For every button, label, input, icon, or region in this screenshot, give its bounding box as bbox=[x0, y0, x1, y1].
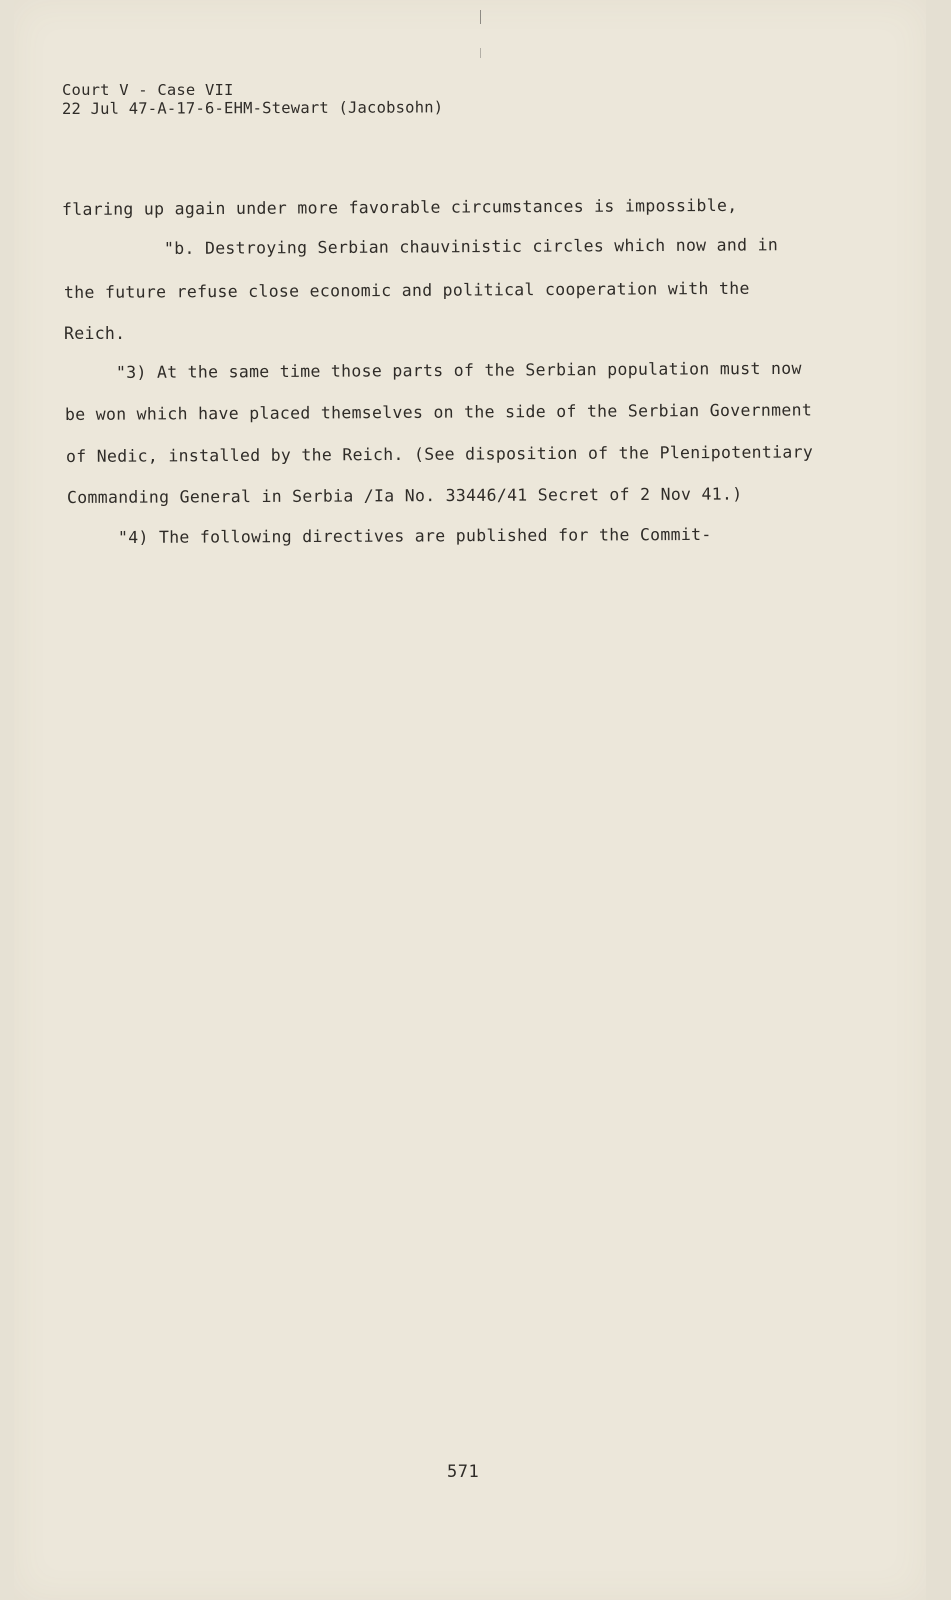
body-line-4: Reich. bbox=[64, 324, 126, 343]
body-line-3: the future refuse close economic and political cooperation with the bbox=[63, 278, 750, 302]
body-line-8: Commanding General in Serbia /Ia No. 33446/41 Secret of 2 Nov 41.) bbox=[66, 484, 743, 507]
page-right-margin bbox=[926, 0, 951, 1600]
body-line-2: "b. Destroying Serbian chauvinistic circles which now and in bbox=[163, 235, 779, 258]
body-line-7: of Nedic, installed by the Reich. (See disposition of the Plenipotentiary bbox=[65, 442, 814, 466]
body-line-5: "3) At the same time those parts of the Serbian population must now bbox=[115, 358, 802, 382]
paper-crease-mark bbox=[480, 10, 481, 24]
case-header: Court V - Case VII bbox=[62, 81, 234, 99]
case-reference: 22 Jul 47-A-17-6-EHM-Stewart (Jacobsohn) bbox=[61, 98, 444, 118]
body-line-9: "4) The following directives are published for the Commit- bbox=[117, 524, 712, 547]
paper-crease-mark bbox=[480, 48, 481, 58]
page-number: 571 bbox=[447, 1462, 480, 1482]
body-line-6: be won which have placed themselves on the side of the Serbian Government bbox=[64, 400, 813, 424]
body-line-1: flaring up again under more favorable circumstances is impossible, bbox=[61, 195, 738, 219]
page-left-margin bbox=[0, 0, 14, 1600]
